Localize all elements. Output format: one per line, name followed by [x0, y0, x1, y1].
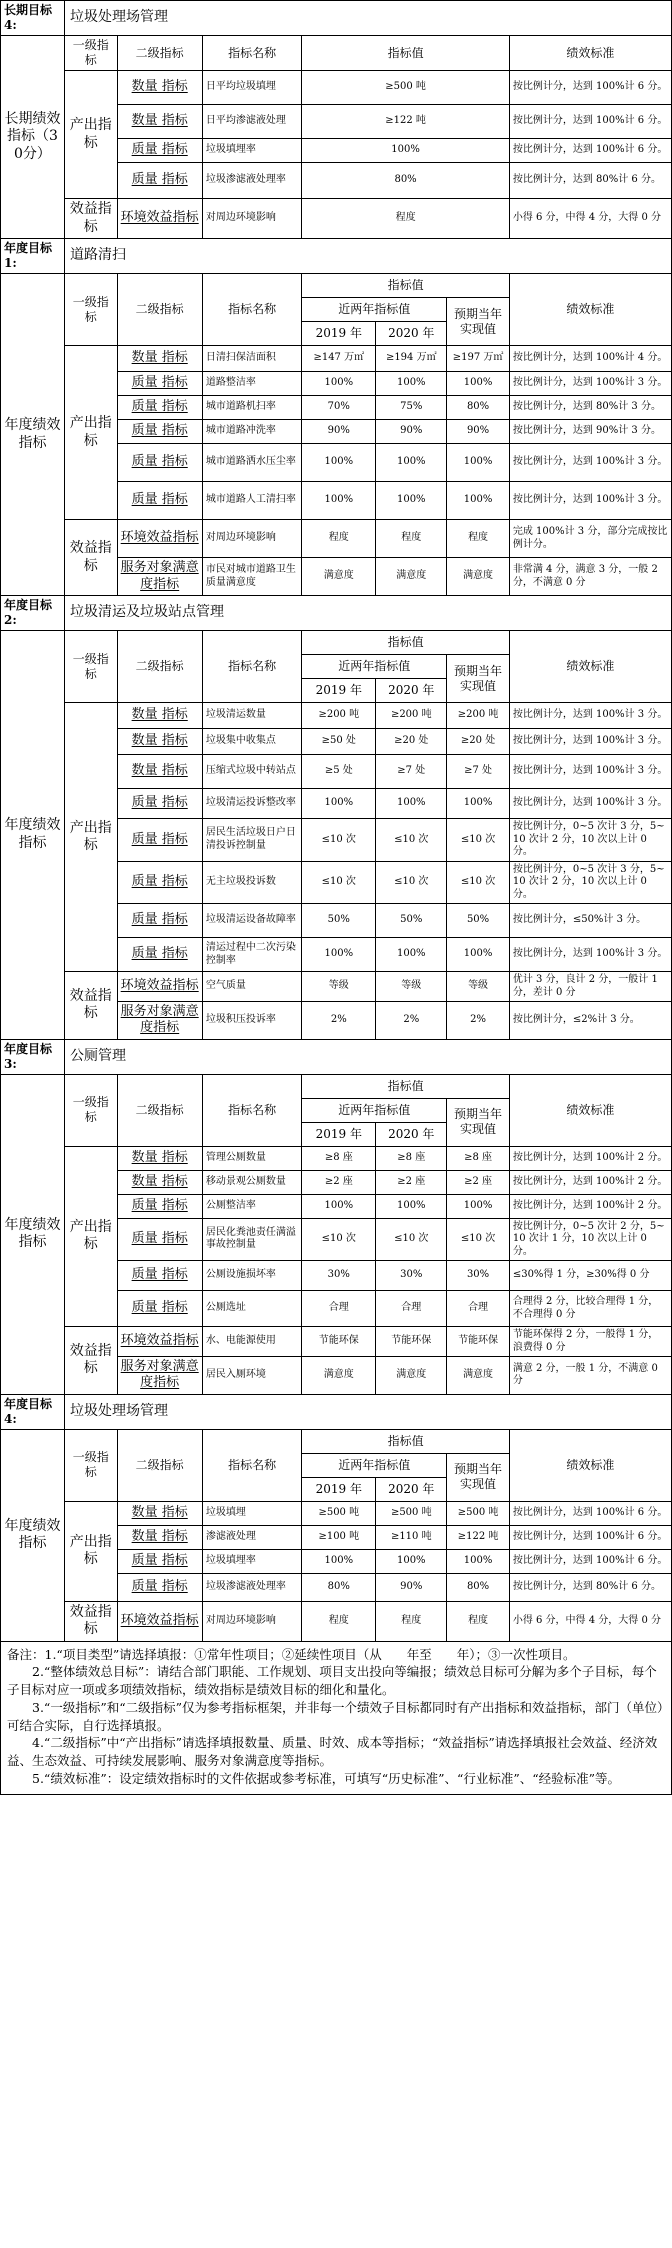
performance-standard: 按比例计分，≤50%计 3 分。: [509, 904, 671, 938]
level2-indicator: 数量 指标: [117, 105, 202, 139]
level2-indicator: 质量 指标: [117, 163, 202, 199]
performance-standard: 按比例计分，达到 100%计 6 分。: [509, 1525, 671, 1549]
table-row: [1, 1146, 672, 1170]
indicator-value: 80%: [302, 163, 510, 199]
value-expected: 程度: [447, 520, 510, 558]
performance-standard: 按比例计分，达到 100%计 6 分。: [509, 71, 671, 105]
value-2019: 100%: [302, 1549, 376, 1573]
indicator-name: 对周边环境影响: [202, 520, 302, 558]
goal-name: 垃圾处理场管理: [64, 1394, 671, 1429]
value-expected: ≥197 万㎡: [447, 346, 510, 372]
level1-benefit: 效益指标: [64, 520, 117, 596]
table-row: [1, 36, 672, 71]
value-2020: 节能环保: [376, 1327, 447, 1357]
level2-indicator: 质量 指标: [117, 904, 202, 938]
indicator-name: 垃圾填埋率: [202, 1549, 302, 1573]
level2-indicator: 环境效益指标: [117, 520, 202, 558]
header-expected: 预期当年实现值: [447, 1453, 510, 1501]
level2-indicator: 质量 指标: [117, 482, 202, 520]
header-indicator-value: 指标值: [302, 1429, 510, 1453]
value-expected: 100%: [447, 938, 510, 972]
indicator-name: 垃圾集中收集点: [202, 729, 302, 755]
header-level1: 一级指标: [64, 1074, 117, 1146]
performance-standard: 按比例计分，达到 80%计 3 分。: [509, 396, 671, 420]
indicator-group: 年度绩效指标: [1, 274, 65, 596]
indicator-name: 公厕整洁率: [202, 1194, 302, 1218]
value-expected: 满意度: [447, 558, 510, 596]
level1-benefit: 效益指标: [64, 1601, 117, 1641]
level2-indicator: 质量 指标: [117, 938, 202, 972]
indicator-group: 长期绩效指标（30分）: [1, 36, 65, 239]
performance-standard: 按比例计分，达到 100%计 3 分。: [509, 372, 671, 396]
level2-indicator: 质量 指标: [117, 444, 202, 482]
value-expected: 80%: [447, 396, 510, 420]
table-row: [1, 346, 672, 372]
performance-standard: 按比例计分，达到 100%计 3 分。: [509, 789, 671, 819]
performance-standard: 按比例计分，达到 100%计 3 分。: [509, 938, 671, 972]
value-2019: 2%: [302, 1002, 376, 1040]
note-3: 3.“一级指标”和“二级指标”仅为参考指标框架，并非每一个绩效子目标都同时有产出指标和效益指标，部门（单位）可结合实际，自行选择填报。: [7, 1699, 664, 1733]
header-standard: 绩效标准: [509, 1074, 671, 1146]
value-2020: 满意度: [376, 558, 447, 596]
performance-standard: 按比例计分，0~5 次计 2 分，5~10 次计 1 分，10 次以上计 0 分。: [509, 1218, 671, 1261]
performance-standard: 非常满 4 分，满意 3 分，一般 2 分，不满意 0 分: [509, 558, 671, 596]
table-row: [1, 1601, 672, 1641]
table-row: [1, 1074, 672, 1098]
value-expected: ≤10 次: [447, 819, 510, 862]
performance-standard: 按比例计分，达到 100%计 2 分。: [509, 1170, 671, 1194]
level1-benefit: 效益指标: [64, 199, 117, 239]
level2-indicator: 环境效益指标: [117, 1601, 202, 1641]
note-5: 5.“绩效标准”：设定绩效指标时的文件依据或参考标准，可填写“历史标准”、“行业标准”、“经验标准”等。: [7, 1770, 621, 1786]
notes-section: [0, 1642, 672, 1795]
level1-output: 产出指标: [64, 1501, 117, 1601]
indicator-name: 无主垃圾投诉数: [202, 861, 302, 904]
level2-indicator: 质量 指标: [117, 861, 202, 904]
level2-indicator: 质量 指标: [117, 1194, 202, 1218]
indicator-name: 城市道路洒水压尘率: [202, 444, 302, 482]
value-2020: 100%: [376, 482, 447, 520]
level2-indicator: 质量 指标: [117, 1261, 202, 1291]
value-expected: ≤10 次: [447, 861, 510, 904]
value-2020: 2%: [376, 1002, 447, 1040]
table-row: [1, 239, 672, 274]
goal-label: 年度目标3:: [1, 1039, 65, 1074]
goal-label: 年度目标4:: [1, 1394, 65, 1429]
indicator-name: 居民生活垃圾日户日清投诉控制量: [202, 819, 302, 862]
level1-output: 产出指标: [64, 1146, 117, 1327]
value-expected: 100%: [447, 482, 510, 520]
header-level2: 二级指标: [117, 631, 202, 703]
note-1: 备注：1.“项目类型”请选择填报：①常年性项目；②延续性项目（从 年至 年）；③一次性项目。: [7, 1646, 576, 1662]
value-expected: 100%: [447, 372, 510, 396]
value-expected: 100%: [447, 1549, 510, 1573]
value-2019: 程度: [302, 1601, 376, 1641]
level2-indicator: 数量 指标: [117, 729, 202, 755]
indicator-name: 管理公厕数量: [202, 1146, 302, 1170]
level2-indicator: 质量 指标: [117, 139, 202, 163]
indicator-name: 垃圾渗滤液处理率: [202, 1573, 302, 1601]
performance-standard: 小得 6 分，中得 4 分，大得 0 分: [509, 199, 671, 239]
value-2020: 程度: [376, 520, 447, 558]
note-2: 2.“整体绩效总目标”：请结合部门职能、工作规划、项目支出投向等编报；绩效总目标可分解为多个子目标，每个子目标对应一项或多项绩效指标，绩效指标是绩效目标的细化和量化。: [7, 1664, 657, 1697]
level2-indicator: 数量 指标: [117, 703, 202, 729]
indicator-name: 水、电能源使用: [202, 1327, 302, 1357]
value-2020: 100%: [376, 1549, 447, 1573]
level2-indicator: 质量 指标: [117, 372, 202, 396]
header-level1: 一级指标: [64, 36, 117, 71]
value-expected: 100%: [447, 1194, 510, 1218]
value-expected: ≤10 次: [447, 1218, 510, 1261]
indicator-name: 公厕选址: [202, 1291, 302, 1327]
level2-indicator: 服务对象满意度指标: [117, 558, 202, 596]
goal-name: 垃圾处理场管理: [64, 1, 671, 36]
indicator-group: 年度绩效指标: [1, 1429, 65, 1641]
value-2019: 100%: [302, 789, 376, 819]
table-row: [1, 596, 672, 631]
header-expected: 预期当年实现值: [447, 298, 510, 346]
value-2019: ≥50 处: [302, 729, 376, 755]
value-2019: 100%: [302, 444, 376, 482]
level2-indicator: 环境效益指标: [117, 1327, 202, 1357]
performance-standard: 按比例计分，达到 100%计 3 分。: [509, 755, 671, 789]
indicator-name: 清运过程中二次污染控制率: [202, 938, 302, 972]
header-indicator-name: 指标名称: [202, 274, 302, 346]
value-expected: 80%: [447, 1573, 510, 1601]
table-row: [1, 631, 672, 655]
value-expected: 90%: [447, 420, 510, 444]
value-expected: 程度: [447, 1601, 510, 1641]
value-2020: 等级: [376, 972, 447, 1002]
indicator-group: 年度绩效指标: [1, 1074, 65, 1394]
level2-indicator: 质量 指标: [117, 1549, 202, 1573]
value-2020: ≤10 次: [376, 861, 447, 904]
value-expected: ≥20 处: [447, 729, 510, 755]
indicator-name: 道路整洁率: [202, 372, 302, 396]
value-expected: 30%: [447, 1261, 510, 1291]
value-2020: 100%: [376, 1194, 447, 1218]
table-row: [1, 972, 672, 1002]
indicator-name: 渗滤液处理: [202, 1525, 302, 1549]
value-2019: ≤10 次: [302, 819, 376, 862]
level2-indicator: 质量 指标: [117, 420, 202, 444]
header-indicator-value: 指标值: [302, 1074, 510, 1098]
level2-indicator: 质量 指标: [117, 396, 202, 420]
value-2020: 100%: [376, 372, 447, 396]
level1-output: 产出指标: [64, 703, 117, 972]
level2-indicator: 数量 指标: [117, 1146, 202, 1170]
level2-indicator: 服务对象满意度指标: [117, 1357, 202, 1395]
value-2020: 合理: [376, 1291, 447, 1327]
goal-label: 长期目标4:: [1, 1, 65, 36]
table-row: [1, 520, 672, 558]
goal-name: 公厕管理: [64, 1039, 671, 1074]
value-2020: 30%: [376, 1261, 447, 1291]
performance-standard: 按比例计分，达到 100%计 4 分。: [509, 346, 671, 372]
value-2020: ≤10 次: [376, 819, 447, 862]
performance-standard: 按比例计分，达到 80%计 6 分。: [509, 163, 671, 199]
performance-standard: 按比例计分，0~5 次计 3 分，5~10 次计 2 分，10 次以上计 0 分。: [509, 861, 671, 904]
indicator-name: 居民化粪池责任满溢事故控制量: [202, 1218, 302, 1261]
indicator-value: ≥500 吨: [302, 71, 510, 105]
header-level1: 一级指标: [64, 274, 117, 346]
value-expected: 100%: [447, 789, 510, 819]
value-2020: ≥500 吨: [376, 1501, 447, 1525]
header-2020: 2020 年: [376, 1477, 447, 1501]
value-2019: 80%: [302, 1573, 376, 1601]
performance-standard: ≤30%得 1 分，≥30%得 0 分: [509, 1261, 671, 1291]
level2-indicator: 服务对象满意度指标: [117, 1002, 202, 1040]
indicator-name: 日平均渗滤液处理: [202, 105, 302, 139]
indicator-name: 城市道路冲洗率: [202, 420, 302, 444]
performance-standard: 按比例计分，达到 100%计 3 分。: [509, 444, 671, 482]
level1-benefit: 效益指标: [64, 1327, 117, 1395]
level2-indicator: 数量 指标: [117, 1170, 202, 1194]
indicator-name: 移动景观公厕数量: [202, 1170, 302, 1194]
value-expected: ≥2 座: [447, 1170, 510, 1194]
level2-indicator: 数量 指标: [117, 1525, 202, 1549]
indicator-name: 压缩式垃圾中转站点: [202, 755, 302, 789]
performance-standard: 按比例计分，达到 100%计 3 分。: [509, 482, 671, 520]
value-2019: ≥500 吨: [302, 1501, 376, 1525]
performance-standard: 按比例计分，达到 100%计 2 分。: [509, 1146, 671, 1170]
header-level2: 二级指标: [117, 36, 202, 71]
value-2019: 90%: [302, 420, 376, 444]
header-history: 近两年指标值: [302, 1098, 447, 1122]
value-2020: 75%: [376, 396, 447, 420]
value-2019: 满意度: [302, 558, 376, 596]
header-standard: 绩效标准: [509, 1429, 671, 1501]
value-expected: 合理: [447, 1291, 510, 1327]
table-row: [1, 703, 672, 729]
table-row: [1, 1327, 672, 1357]
indicator-value: 100%: [302, 139, 510, 163]
value-2019: 满意度: [302, 1357, 376, 1395]
value-expected: ≥8 座: [447, 1146, 510, 1170]
value-2020: 50%: [376, 904, 447, 938]
goal-name: 道路清扫: [64, 239, 671, 274]
indicator-name: 日清扫保洁面积: [202, 346, 302, 372]
table-row: [1, 1, 672, 36]
header-2020: 2020 年: [376, 679, 447, 703]
performance-standard: 按比例计分，达到 100%计 6 分。: [509, 139, 671, 163]
value-2019: 50%: [302, 904, 376, 938]
level2-indicator: 质量 指标: [117, 819, 202, 862]
value-2019: ≤10 次: [302, 1218, 376, 1261]
value-2019: 100%: [302, 1194, 376, 1218]
performance-standard: 按比例计分，达到 100%计 6 分。: [509, 105, 671, 139]
header-level1: 一级指标: [64, 631, 117, 703]
value-2020: ≥200 吨: [376, 703, 447, 729]
performance-standard: 优计 3 分，良计 2 分，一般计 1 分，差计 0 分: [509, 972, 671, 1002]
value-expected: ≥122 吨: [447, 1525, 510, 1549]
value-2020: 90%: [376, 1573, 447, 1601]
value-expected: 50%: [447, 904, 510, 938]
indicator-group: 年度绩效指标: [1, 631, 65, 1040]
value-expected: 2%: [447, 1002, 510, 1040]
value-2019: 合理: [302, 1291, 376, 1327]
goal-label: 年度目标2:: [1, 596, 65, 631]
value-expected: ≥200 吨: [447, 703, 510, 729]
value-2019: ≥147 万㎡: [302, 346, 376, 372]
performance-standard: 按比例计分，达到 100%计 2 分。: [509, 1194, 671, 1218]
header-level2: 二级指标: [117, 1074, 202, 1146]
value-expected: 100%: [447, 444, 510, 482]
indicator-name: 垃圾填埋: [202, 1501, 302, 1525]
header-history: 近两年指标值: [302, 298, 447, 322]
header-expected: 预期当年实现值: [447, 655, 510, 703]
value-2019: 等级: [302, 972, 376, 1002]
level2-indicator: 数量 指标: [117, 71, 202, 105]
level2-indicator: 质量 指标: [117, 1573, 202, 1601]
indicator-name: 垃圾渗滤液处理率: [202, 163, 302, 199]
value-2020: ≥20 处: [376, 729, 447, 755]
indicator-name: 居民入厕环境: [202, 1357, 302, 1395]
value-2020: 100%: [376, 938, 447, 972]
value-expected: ≥500 吨: [447, 1501, 510, 1525]
table-row: [1, 1039, 672, 1074]
header-2019: 2019 年: [302, 679, 376, 703]
header-standard: 绩效标准: [509, 274, 671, 346]
level1-output: 产出指标: [64, 71, 117, 199]
header-standard: 绩效标准: [509, 36, 671, 71]
performance-standard: 按比例计分，0~5 次计 3 分，5~10 次计 2 分，10 次以上计 0 分。: [509, 819, 671, 862]
indicator-name: 日平均垃圾填埋: [202, 71, 302, 105]
value-2020: 90%: [376, 420, 447, 444]
value-2019: ≥5 处: [302, 755, 376, 789]
performance-standard: 合理得 2 分，比较合理得 1 分，不合理得 0 分: [509, 1291, 671, 1327]
note-4: 4.“二级指标”中“产出指标”请选择填报数量、质量、时效、成本等指标；“效益指标”请选择填报社会效益、经济效益、生态效益、可持续发展影响、服务对象满意度等指标。: [7, 1735, 658, 1768]
indicator-name: 市民对城市道路卫生质量满意度: [202, 558, 302, 596]
indicator-name: 垃圾积压投诉率: [202, 1002, 302, 1040]
performance-standard: 按比例计分，达到 90%计 3 分。: [509, 420, 671, 444]
value-2020: ≥8 座: [376, 1146, 447, 1170]
value-2020: ≥7 处: [376, 755, 447, 789]
value-expected: 节能环保: [447, 1327, 510, 1357]
level2-indicator: 环境效益指标: [117, 199, 202, 239]
header-level1: 一级指标: [64, 1429, 117, 1501]
value-expected: 满意度: [447, 1357, 510, 1395]
value-2020: ≤10 次: [376, 1218, 447, 1261]
header-indicator-value: 指标值: [302, 631, 510, 655]
value-expected: ≥7 处: [447, 755, 510, 789]
value-2020: 100%: [376, 789, 447, 819]
value-2019: ≥2 座: [302, 1170, 376, 1194]
value-expected: 等级: [447, 972, 510, 1002]
level2-indicator: 数量 指标: [117, 346, 202, 372]
level2-indicator: 环境效益指标: [117, 972, 202, 1002]
level1-output: 产出指标: [64, 346, 117, 520]
goal-name: 垃圾清运及垃圾站点管理: [64, 596, 671, 631]
table-row: [1, 199, 672, 239]
level2-indicator: 质量 指标: [117, 789, 202, 819]
value-2020: ≥194 万㎡: [376, 346, 447, 372]
value-2019: 100%: [302, 372, 376, 396]
header-history: 近两年指标值: [302, 655, 447, 679]
level2-indicator: 数量 指标: [117, 755, 202, 789]
indicator-name: 垃圾清运投诉整改率: [202, 789, 302, 819]
performance-standard: 按比例计分，≤2%计 3 分。: [509, 1002, 671, 1040]
value-2019: 70%: [302, 396, 376, 420]
indicator-name: 对周边环境影响: [202, 1601, 302, 1641]
performance-standard: 节能环保得 2 分，一般得 1 分，浪费得 0 分: [509, 1327, 671, 1357]
header-2020: 2020 年: [376, 1122, 447, 1146]
header-indicator-name: 指标名称: [202, 631, 302, 703]
performance-standard: 按比例计分，达到 100%计 3 分。: [509, 729, 671, 755]
header-indicator-name: 指标名称: [202, 1429, 302, 1501]
indicator-name: 对周边环境影响: [202, 199, 302, 239]
value-2019: ≥200 吨: [302, 703, 376, 729]
value-2019: 30%: [302, 1261, 376, 1291]
performance-standard: 小得 6 分，中得 4 分，大得 0 分: [509, 1601, 671, 1641]
table-row: [1, 1501, 672, 1525]
value-2019: ≥100 吨: [302, 1525, 376, 1549]
header-level2: 二级指标: [117, 274, 202, 346]
goal-label: 年度目标1:: [1, 239, 65, 274]
performance-standard: 满意 2 分，一般 1 分，不满意 0 分: [509, 1357, 671, 1395]
value-2020: 满意度: [376, 1357, 447, 1395]
table-row: [1, 274, 672, 298]
value-2020: 程度: [376, 1601, 447, 1641]
header-2019: 2019 年: [302, 1477, 376, 1501]
value-2020: 100%: [376, 444, 447, 482]
indicator-name: 垃圾填埋率: [202, 139, 302, 163]
level1-benefit: 效益指标: [64, 972, 117, 1040]
header-2019: 2019 年: [302, 1122, 376, 1146]
indicator-name: 公厕设施损坏率: [202, 1261, 302, 1291]
header-2019: 2019 年: [302, 322, 376, 346]
performance-standard: 完成 100%计 3 分，部分完成按比例计分。: [509, 520, 671, 558]
value-2019: 节能环保: [302, 1327, 376, 1357]
performance-standard: 按比例计分，达到 100%计 6 分。: [509, 1549, 671, 1573]
performance-standard: 按比例计分，达到 100%计 6 分。: [509, 1501, 671, 1525]
indicator-value: 程度: [302, 199, 510, 239]
indicator-name: 空气质量: [202, 972, 302, 1002]
header-indicator-name: 指标名称: [202, 1074, 302, 1146]
value-2019: 100%: [302, 938, 376, 972]
header-indicator-value: 指标值: [302, 36, 510, 71]
level2-indicator: 数量 指标: [117, 1501, 202, 1525]
indicator-name: 城市道路机扫率: [202, 396, 302, 420]
performance-standard: 按比例计分，达到 80%计 6 分。: [509, 1573, 671, 1601]
level2-indicator: 质量 指标: [117, 1218, 202, 1261]
value-2020: ≥2 座: [376, 1170, 447, 1194]
header-indicator-name: 指标名称: [202, 36, 302, 71]
table-row: [1, 71, 672, 105]
table-row: [1, 1394, 672, 1429]
value-2019: ≤10 次: [302, 861, 376, 904]
indicator-name: 垃圾清运设备故障率: [202, 904, 302, 938]
header-2020: 2020 年: [376, 322, 447, 346]
level2-indicator: 质量 指标: [117, 1291, 202, 1327]
value-2019: ≥8 座: [302, 1146, 376, 1170]
header-indicator-value: 指标值: [302, 274, 510, 298]
header-history: 近两年指标值: [302, 1453, 447, 1477]
value-2019: 程度: [302, 520, 376, 558]
header-level2: 二级指标: [117, 1429, 202, 1501]
indicator-name: 城市道路人工清扫率: [202, 482, 302, 520]
table-row: [1, 1429, 672, 1453]
performance-standard: 按比例计分，达到 100%计 3 分。: [509, 703, 671, 729]
header-standard: 绩效标准: [509, 631, 671, 703]
header-expected: 预期当年实现值: [447, 1098, 510, 1146]
indicator-value: ≥122 吨: [302, 105, 510, 139]
value-2019: 100%: [302, 482, 376, 520]
indicator-name: 垃圾清运数量: [202, 703, 302, 729]
value-2020: ≥110 吨: [376, 1525, 447, 1549]
